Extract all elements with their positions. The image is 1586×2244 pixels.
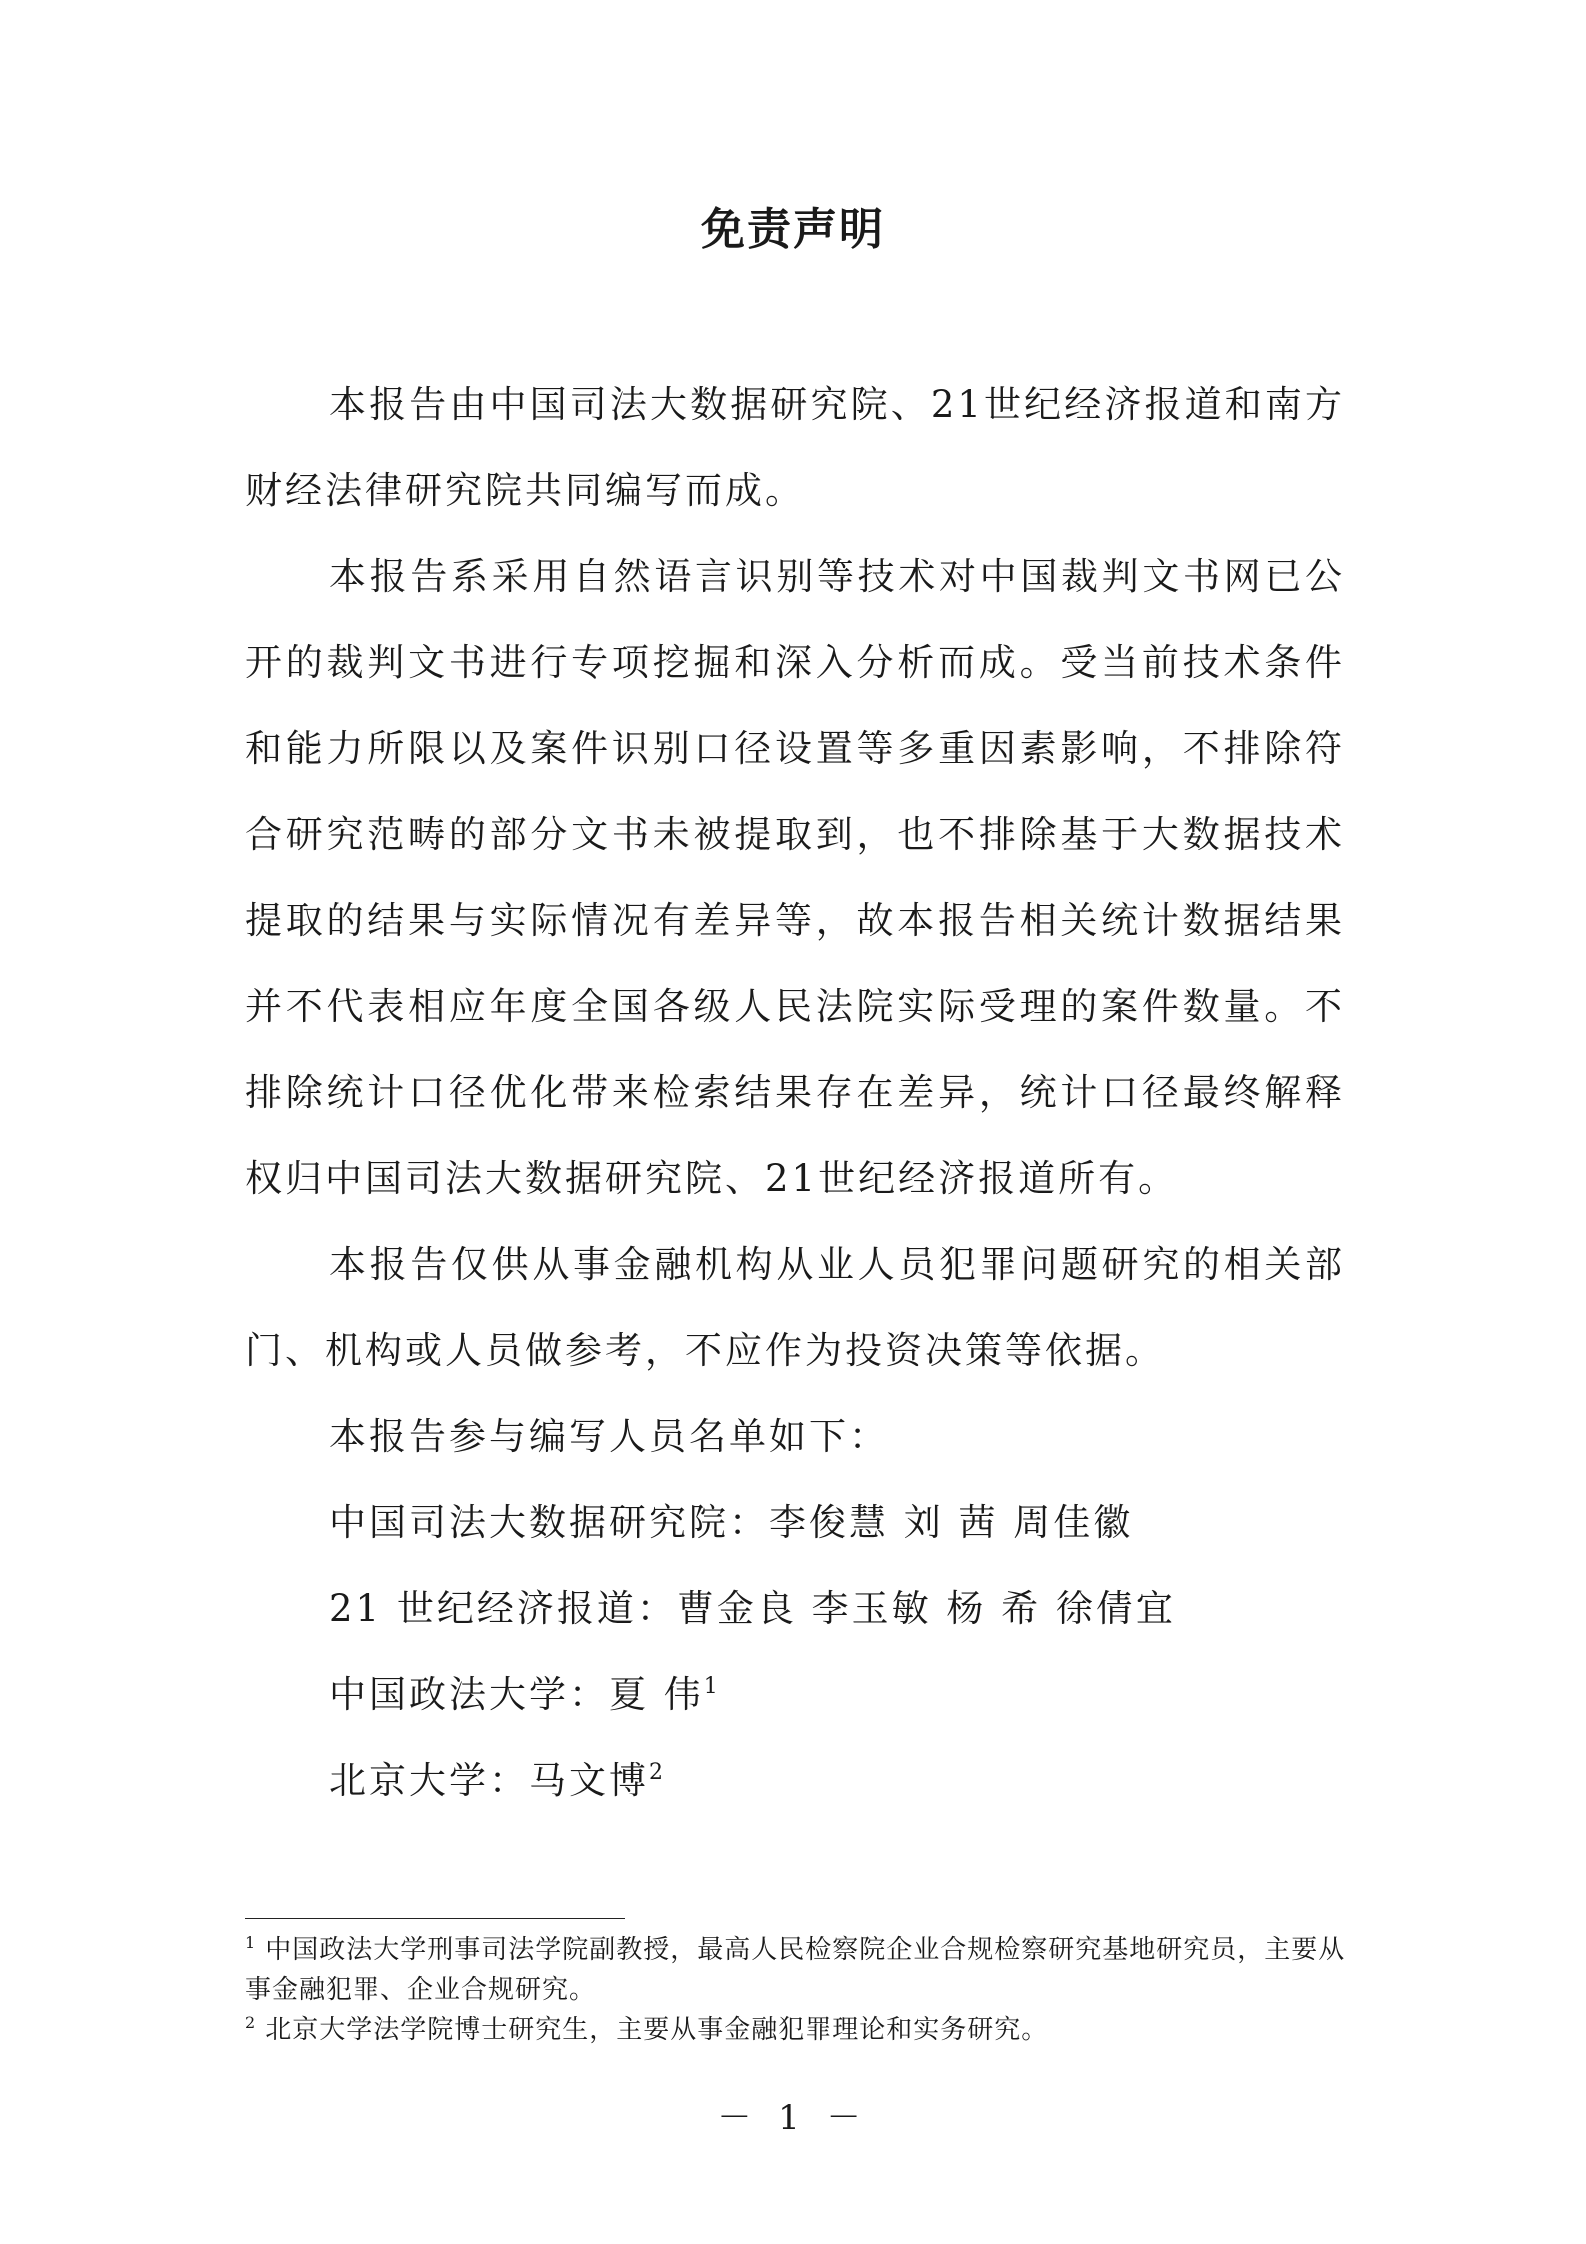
- paragraph-methodology: 本报告系采用自然语言识别等技术对中国裁判文书网已公开的裁判文书进行专项挖掘和深入分析而成。受当前技术条件和能力所限以及案件识别口径设置等多重因素影响，不排除符合研究范畴的部分文书未被提取到，也不排除基于大数据技术提取的结果与实际情况有差异等，故本报告相关统计数据结果并不代表相应年度全国各级人民法院实际受理的案件数量。不排除统计口径优化带来检索结果存在差异，统计口径最终解释权归中国司法大数据研究院、21世纪经济报道所有。: [245, 555, 1345, 1200]
- footnote-item: [245, 1930, 1355, 2010]
- paragraph-authorship: 本报告由中国司法大数据研究院、21世纪经济报道和南方财经法律研究院共同编写而成。: [245, 383, 1345, 512]
- author-line-21cbh: [245, 1566, 1345, 1652]
- footnote-item: [245, 2010, 1355, 2050]
- footnote-ref[interactable]: 2: [649, 1760, 663, 1785]
- author-line-cupl: [245, 1652, 1345, 1738]
- footnote-mark: 1: [245, 1933, 256, 1952]
- footnote-mark: 2: [245, 2013, 256, 2032]
- footnote-text: 北京大学法学院博士研究生，主要从事金融犯罪理论和实务研究。: [265, 2015, 1049, 2045]
- paragraph-usage: 本报告仅供从事金融机构从业人员犯罪问题研究的相关部门、机构或人员做参考，不应作为投资决策等依据。: [245, 1243, 1345, 1372]
- author-line-pku: [245, 1738, 1345, 1824]
- author-line-text: 中国司法大数据研究院：李俊慧 刘 茜 周佳徽: [329, 1501, 1134, 1544]
- page-title: 免责声明: [701, 204, 885, 255]
- footnote-ref[interactable]: 1: [703, 1674, 718, 1699]
- authors-intro: 本报告参与编写人员名单如下：: [329, 1415, 889, 1458]
- footnotes: [245, 1930, 1355, 2050]
- author-line-text: 北京大学：马文博: [329, 1759, 649, 1802]
- footnote-divider: [245, 1918, 625, 1919]
- page-number: － 1 －: [717, 2098, 869, 2138]
- footnote-text: 中国政法大学刑事司法学院副教授，最高人民检察院企业合规检察研究基地研究员，主要从事金融犯罪、企业合规研究。: [245, 1935, 1346, 2005]
- author-line-text: 21 世纪经济报道：曹金良 李玉敏 杨 希 徐倩宜: [329, 1587, 1176, 1630]
- author-line-cjbd: [245, 1480, 1345, 1566]
- author-line-text: 中国政法大学：夏 伟: [329, 1673, 704, 1716]
- document-body: [245, 362, 1345, 1824]
